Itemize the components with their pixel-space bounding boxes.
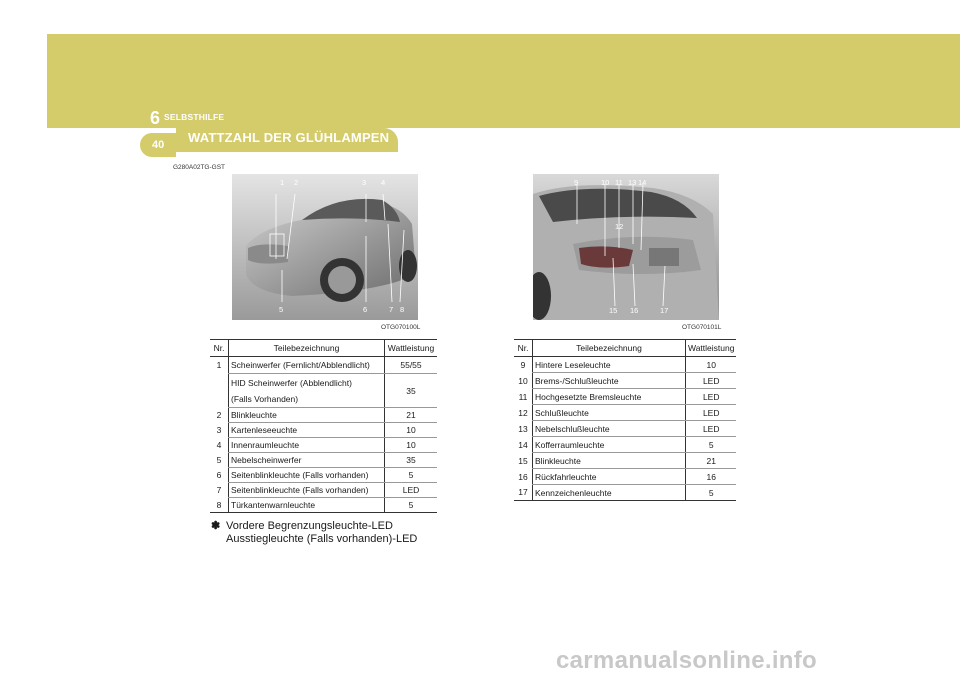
table-row: 4 Innenraumleuchte 10 — [210, 438, 437, 453]
table-row: 11 Hochgesetzte Bremsleuchte LED — [514, 389, 736, 405]
footnote-line-2: Ausstiegleuchte (Falls vorhanden)-LED — [226, 533, 418, 545]
table-row: 9 Hintere Leseleuchte 10 — [514, 357, 736, 373]
table-row: 16 Rückfahrleuchte 16 — [514, 469, 736, 485]
table-row: 3 Kartenleseeuchte 10 — [210, 423, 437, 438]
rear-callout-15: 15 — [609, 306, 618, 315]
rear-callout-14: 14 — [638, 178, 647, 187]
table-row: 6 Seitenblinkleuchte (Falls vorhanden) 5 — [210, 468, 437, 483]
table-row: 1 Scheinwerfer (Fernlicht/Abblendlicht) 55/55 — [210, 357, 437, 374]
front-callout-8: 8 — [400, 305, 405, 314]
table-header-watt: Wattleistung — [385, 340, 438, 357]
table-header-name: Teilebezeichnung — [533, 340, 686, 357]
front-image-code: OTG070100L — [381, 324, 421, 331]
footnote — [211, 520, 417, 546]
table-row: 14 Kofferraumleuchte 5 — [514, 437, 736, 453]
front-bulb-table — [210, 339, 437, 513]
reference-code: G280A02TG-GST — [173, 164, 226, 171]
rear-callout-9: 9 — [574, 178, 579, 187]
front-callout-3: 3 — [362, 178, 367, 187]
page-number: 40 — [152, 139, 165, 151]
rear-bulb-table — [514, 339, 736, 501]
front-car-image — [232, 174, 418, 320]
rear-callout-10: 10 — [601, 178, 610, 187]
watermark: carmanualsonline.info — [556, 647, 818, 674]
rear-callout-13: 13 — [628, 178, 637, 187]
front-callout-7: 7 — [389, 305, 394, 314]
rear-image-code: OTG070101L — [682, 324, 722, 331]
table-row: 17 Kennzeichenleuchte 5 — [514, 485, 736, 501]
table-row: 10 Brems-/Schlußleuchte LED — [514, 373, 736, 389]
table-row: 8 Türkantenwarnleuchte 5 — [210, 498, 437, 513]
table-row: 12 Schlußleuchte LED — [514, 405, 736, 421]
rear-callout-12: 12 — [615, 222, 624, 231]
chapter-title: SELBSTHILFE — [164, 112, 225, 122]
table-row: HID Scheinwerfer (Abblendlicht) (Falls Vorhanden) 35 — [210, 374, 437, 408]
table-header-nr: Nr. — [514, 340, 533, 357]
chapter-number: 6 — [150, 108, 161, 128]
table-row: 5 Nebelscheinwerfer 35 — [210, 453, 437, 468]
table-header-name: Teilebezeichnung — [229, 340, 385, 357]
rear-callout-11: 11 — [615, 178, 623, 187]
rear-callout-16: 16 — [630, 306, 639, 315]
front-callout-2: 2 — [294, 178, 299, 187]
front-callout-5: 5 — [279, 305, 284, 314]
front-callout-1: 1 — [280, 178, 285, 187]
asterisk-icon: ✽ — [211, 520, 221, 532]
table-row: 15 Blinkleuchte 21 — [514, 453, 736, 469]
table-row: 2 Blinkleuchte 21 — [210, 408, 437, 423]
table-row: 7 Seitenblinkleuchte (Falls vorhanden) LED — [210, 483, 437, 498]
rear-car-image — [533, 174, 719, 320]
front-callout-6: 6 — [363, 305, 368, 314]
table-row: 13 Nebelschlußleuchte LED — [514, 421, 736, 437]
front-callout-4: 4 — [381, 178, 386, 187]
footnote-line-1: Vordere Begrenzungsleuchte-LED — [226, 520, 393, 532]
rear-callout-17: 17 — [660, 306, 669, 315]
table-header-nr: Nr. — [210, 340, 229, 357]
section-title: WATTZAHL DER GLÜHLAMPEN — [188, 130, 390, 145]
table-header-watt: Wattleistung — [686, 340, 737, 357]
